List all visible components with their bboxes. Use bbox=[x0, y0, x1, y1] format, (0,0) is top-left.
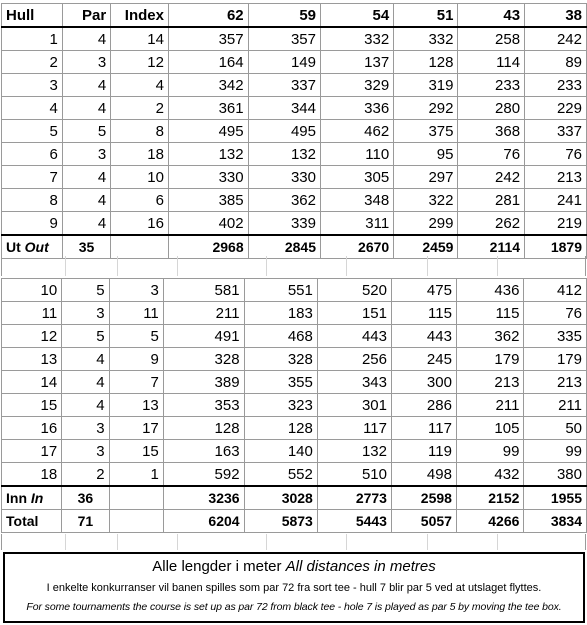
hole-number: 5 bbox=[2, 120, 63, 143]
hole-distance: 297 bbox=[394, 166, 458, 189]
hole-distance: 436 bbox=[456, 279, 523, 302]
hole-distance: 219 bbox=[525, 212, 587, 236]
hole-distance: 412 bbox=[524, 279, 587, 302]
hole-index: 6 bbox=[111, 189, 169, 212]
hole-distance: 183 bbox=[244, 302, 317, 325]
total-row-index-empty bbox=[109, 510, 163, 533]
hole-distance: 128 bbox=[163, 417, 244, 440]
hole-distance: 520 bbox=[317, 279, 391, 302]
hole-number: 14 bbox=[2, 371, 62, 394]
hole-distance: 132 bbox=[317, 440, 391, 463]
hole-distance: 510 bbox=[317, 463, 391, 487]
hole-row bbox=[2, 371, 587, 394]
hole-distance: 328 bbox=[244, 348, 317, 371]
hole-number: 3 bbox=[2, 74, 63, 97]
in-row-label bbox=[2, 486, 62, 510]
hole-index: 14 bbox=[111, 27, 169, 51]
hole-row bbox=[2, 27, 587, 51]
hole-row bbox=[2, 97, 587, 120]
hole-distance: 389 bbox=[163, 371, 244, 394]
hole-distance: 305 bbox=[321, 166, 394, 189]
hole-index: 1 bbox=[109, 463, 163, 487]
distance-notes-box bbox=[3, 552, 585, 623]
hole-distance: 128 bbox=[244, 417, 317, 440]
hole-distance: 299 bbox=[394, 212, 458, 236]
hole-distance: 332 bbox=[394, 27, 458, 51]
hole-distance: 498 bbox=[391, 463, 456, 487]
hole-number: 10 bbox=[2, 279, 62, 302]
hole-distance: 95 bbox=[394, 143, 458, 166]
hole-par: 4 bbox=[62, 97, 110, 120]
hole-distance: 332 bbox=[321, 27, 394, 51]
hole-row bbox=[2, 189, 587, 212]
hole-distance: 114 bbox=[458, 51, 525, 74]
hole-distance: 281 bbox=[458, 189, 525, 212]
hole-distance: 329 bbox=[321, 74, 394, 97]
hole-distance: 179 bbox=[524, 348, 587, 371]
hole-distance: 443 bbox=[391, 325, 456, 348]
hole-distance: 137 bbox=[321, 51, 394, 74]
hole-distance: 286 bbox=[391, 394, 456, 417]
units-note bbox=[5, 558, 583, 578]
hole-par: 4 bbox=[62, 371, 109, 394]
hole-row bbox=[2, 279, 587, 302]
hole-par: 3 bbox=[62, 417, 109, 440]
hole-row bbox=[2, 166, 587, 189]
hole-distance: 262 bbox=[458, 212, 525, 236]
hole-row bbox=[2, 74, 587, 97]
total-row-distance: 5057 bbox=[391, 510, 456, 533]
hole-distance: 233 bbox=[525, 74, 587, 97]
hole-distance: 342 bbox=[168, 74, 248, 97]
hole-number: 11 bbox=[2, 302, 62, 325]
front-nine-table bbox=[1, 3, 587, 259]
hole-number: 2 bbox=[2, 51, 63, 74]
hole-distance: 552 bbox=[244, 463, 317, 487]
hole-distance: 330 bbox=[248, 166, 320, 189]
hole-distance: 50 bbox=[524, 417, 587, 440]
hole-par: 5 bbox=[62, 120, 110, 143]
hole-row bbox=[2, 302, 587, 325]
hole-distance: 581 bbox=[163, 279, 244, 302]
hole-distance: 211 bbox=[456, 394, 523, 417]
hole-distance: 117 bbox=[391, 417, 456, 440]
hole-distance: 432 bbox=[456, 463, 523, 487]
out-row-distance: 1879 bbox=[525, 235, 587, 259]
hole-distance: 115 bbox=[391, 302, 456, 325]
hole-number: 17 bbox=[2, 440, 62, 463]
hole-index: 15 bbox=[109, 440, 163, 463]
out-row-distance: 2670 bbox=[321, 235, 394, 259]
out-row-distance: 2968 bbox=[168, 235, 248, 259]
hole-distance: 491 bbox=[163, 325, 244, 348]
units-note-english: All distances in metres bbox=[285, 558, 436, 575]
in-row-distance: 3236 bbox=[163, 486, 244, 510]
total-row-par: 71 bbox=[62, 510, 109, 533]
hole-distance: 128 bbox=[394, 51, 458, 74]
out-row bbox=[2, 235, 587, 259]
hole-distance: 213 bbox=[456, 371, 523, 394]
hole-distance: 402 bbox=[168, 212, 248, 236]
hole-distance: 241 bbox=[525, 189, 587, 212]
hole-distance: 592 bbox=[163, 463, 244, 487]
hole-distance: 357 bbox=[248, 27, 320, 51]
out-row-distance: 2459 bbox=[394, 235, 458, 259]
in-row-distance: 2773 bbox=[317, 486, 391, 510]
header-par: Par bbox=[62, 4, 110, 28]
in-row-distance: 1955 bbox=[524, 486, 587, 510]
hole-distance: 292 bbox=[394, 97, 458, 120]
in-row-index-empty bbox=[109, 486, 163, 510]
hole-distance: 336 bbox=[321, 97, 394, 120]
hole-distance: 76 bbox=[524, 302, 587, 325]
header-index: Index bbox=[111, 4, 169, 28]
hole-par: 2 bbox=[62, 463, 109, 487]
hole-distance: 337 bbox=[525, 120, 587, 143]
hole-number: 6 bbox=[2, 143, 63, 166]
hole-number: 7 bbox=[2, 166, 63, 189]
spacer-row bbox=[1, 534, 586, 550]
total-row-distance: 6204 bbox=[163, 510, 244, 533]
hole-number: 16 bbox=[2, 417, 62, 440]
hole-distance: 344 bbox=[248, 97, 320, 120]
hole-distance: 337 bbox=[248, 74, 320, 97]
total-row-label bbox=[2, 510, 62, 533]
total-row-distance: 3834 bbox=[524, 510, 587, 533]
hole-number: 9 bbox=[2, 212, 63, 236]
hole-index: 4 bbox=[111, 74, 169, 97]
hole-distance: 110 bbox=[321, 143, 394, 166]
hole-par: 4 bbox=[62, 189, 110, 212]
hole-distance: 99 bbox=[524, 440, 587, 463]
hole-distance: 76 bbox=[458, 143, 525, 166]
hole-number: 4 bbox=[2, 97, 63, 120]
hole-index: 18 bbox=[111, 143, 169, 166]
spacer-row bbox=[1, 256, 586, 276]
hole-distance: 213 bbox=[524, 371, 587, 394]
hole-distance: 343 bbox=[317, 371, 391, 394]
hole-number: 18 bbox=[2, 463, 62, 487]
hole-distance: 163 bbox=[163, 440, 244, 463]
hole-distance: 132 bbox=[168, 143, 248, 166]
hole-row bbox=[2, 440, 587, 463]
total-row-label-text: Total bbox=[6, 512, 39, 529]
hole-par: 3 bbox=[62, 51, 110, 74]
hole-index: 11 bbox=[109, 302, 163, 325]
hole-distance: 151 bbox=[317, 302, 391, 325]
hole-distance: 362 bbox=[456, 325, 523, 348]
hole-distance: 229 bbox=[525, 97, 587, 120]
total-row bbox=[2, 510, 587, 533]
in-row bbox=[2, 486, 587, 510]
hole-distance: 361 bbox=[168, 97, 248, 120]
in-row-label-text: Inn bbox=[6, 489, 27, 506]
back-nine-table bbox=[1, 278, 587, 533]
hole-number: 8 bbox=[2, 189, 63, 212]
hole-distance: 164 bbox=[168, 51, 248, 74]
header-tee: 43 bbox=[458, 4, 525, 28]
out-row-distance: 2114 bbox=[458, 235, 525, 259]
hole-distance: 328 bbox=[163, 348, 244, 371]
header-tee: 38 bbox=[525, 4, 587, 28]
hole-index: 7 bbox=[109, 371, 163, 394]
out-row-label bbox=[2, 235, 63, 259]
hole-distance: 149 bbox=[248, 51, 320, 74]
hole-number: 1 bbox=[2, 27, 63, 51]
hole-index: 3 bbox=[109, 279, 163, 302]
hole-distance: 339 bbox=[248, 212, 320, 236]
hole-index: 9 bbox=[109, 348, 163, 371]
hole-distance: 213 bbox=[525, 166, 587, 189]
hole-distance: 357 bbox=[168, 27, 248, 51]
hole-number: 12 bbox=[2, 325, 62, 348]
hole-distance: 385 bbox=[168, 189, 248, 212]
hole-distance: 311 bbox=[321, 212, 394, 236]
hole-distance: 211 bbox=[524, 394, 587, 417]
tournament-note-english: For some tournaments the course is set up as par 72 from black tee - hole 7 is played as par 5 by moving the tee box. bbox=[26, 601, 562, 613]
in-row-label-english: In bbox=[30, 489, 44, 506]
hole-par: 4 bbox=[62, 394, 109, 417]
hole-distance: 140 bbox=[244, 440, 317, 463]
hole-par: 3 bbox=[62, 302, 109, 325]
hole-distance: 211 bbox=[163, 302, 244, 325]
hole-row bbox=[2, 143, 587, 166]
hole-par: 5 bbox=[62, 279, 109, 302]
hole-distance: 89 bbox=[525, 51, 587, 74]
hole-distance: 256 bbox=[317, 348, 391, 371]
out-row-label-english: Out bbox=[24, 238, 49, 255]
hole-par: 5 bbox=[62, 325, 109, 348]
hole-distance: 468 bbox=[244, 325, 317, 348]
out-row-index-empty bbox=[111, 235, 169, 259]
hole-distance: 233 bbox=[458, 74, 525, 97]
hole-distance: 353 bbox=[163, 394, 244, 417]
hole-distance: 245 bbox=[391, 348, 456, 371]
hole-distance: 335 bbox=[524, 325, 587, 348]
hole-index: 16 bbox=[111, 212, 169, 236]
hole-distance: 242 bbox=[525, 27, 587, 51]
hole-distance: 242 bbox=[458, 166, 525, 189]
hole-par: 3 bbox=[62, 440, 109, 463]
header-hole: Hull bbox=[2, 4, 63, 28]
out-row-par: 35 bbox=[62, 235, 110, 259]
hole-distance: 495 bbox=[248, 120, 320, 143]
header-tee: 59 bbox=[248, 4, 320, 28]
hole-distance: 475 bbox=[391, 279, 456, 302]
hole-distance: 179 bbox=[456, 348, 523, 371]
hole-par: 4 bbox=[62, 212, 110, 236]
hole-distance: 117 bbox=[317, 417, 391, 440]
hole-row bbox=[2, 325, 587, 348]
in-row-distance: 2598 bbox=[391, 486, 456, 510]
hole-index: 13 bbox=[109, 394, 163, 417]
hole-distance: 99 bbox=[456, 440, 523, 463]
hole-row bbox=[2, 51, 587, 74]
hole-par: 4 bbox=[62, 27, 110, 51]
hole-distance: 348 bbox=[321, 189, 394, 212]
total-row-distance: 5873 bbox=[244, 510, 317, 533]
hole-distance: 355 bbox=[244, 371, 317, 394]
hole-row bbox=[2, 463, 587, 487]
hole-par: 4 bbox=[62, 74, 110, 97]
hole-distance: 132 bbox=[248, 143, 320, 166]
hole-row bbox=[2, 394, 587, 417]
hole-par: 4 bbox=[62, 348, 109, 371]
in-row-distance: 2152 bbox=[456, 486, 523, 510]
hole-distance: 115 bbox=[456, 302, 523, 325]
hole-index: 2 bbox=[111, 97, 169, 120]
hole-distance: 495 bbox=[168, 120, 248, 143]
hole-distance: 330 bbox=[168, 166, 248, 189]
hole-distance: 319 bbox=[394, 74, 458, 97]
hole-distance: 380 bbox=[524, 463, 587, 487]
header-row bbox=[2, 4, 587, 28]
tournament-note-norwegian: I enkelte konkurranser vil banen spilles som par 72 fra sort tee - hull 7 blir par 5 ved at utslaget flyttes. bbox=[46, 582, 542, 594]
in-row-distance: 3028 bbox=[244, 486, 317, 510]
hole-distance: 300 bbox=[391, 371, 456, 394]
hole-row bbox=[2, 120, 587, 143]
in-row-par: 36 bbox=[62, 486, 109, 510]
hole-distance: 375 bbox=[394, 120, 458, 143]
hole-row bbox=[2, 212, 587, 236]
hole-index: 10 bbox=[111, 166, 169, 189]
hole-par: 4 bbox=[62, 166, 110, 189]
hole-par: 3 bbox=[62, 143, 110, 166]
hole-index: 12 bbox=[111, 51, 169, 74]
hole-index: 5 bbox=[109, 325, 163, 348]
header-tee: 62 bbox=[168, 4, 248, 28]
hole-number: 15 bbox=[2, 394, 62, 417]
total-row-distance: 5443 bbox=[317, 510, 391, 533]
hole-distance: 362 bbox=[248, 189, 320, 212]
hole-distance: 443 bbox=[317, 325, 391, 348]
hole-row bbox=[2, 348, 587, 371]
hole-distance: 258 bbox=[458, 27, 525, 51]
hole-distance: 280 bbox=[458, 97, 525, 120]
hole-distance: 105 bbox=[456, 417, 523, 440]
out-row-distance: 2845 bbox=[248, 235, 320, 259]
header-tee: 51 bbox=[394, 4, 458, 28]
hole-distance: 76 bbox=[525, 143, 587, 166]
hole-distance: 368 bbox=[458, 120, 525, 143]
hole-distance: 462 bbox=[321, 120, 394, 143]
hole-distance: 301 bbox=[317, 394, 391, 417]
hole-index: 17 bbox=[109, 417, 163, 440]
out-row-label-text: Ut bbox=[6, 238, 21, 255]
hole-index: 8 bbox=[111, 120, 169, 143]
units-note-norwegian: Alle lengder i meter bbox=[152, 558, 282, 575]
hole-row bbox=[2, 417, 587, 440]
header-tee: 54 bbox=[321, 4, 394, 28]
total-row-distance: 4266 bbox=[456, 510, 523, 533]
hole-distance: 322 bbox=[394, 189, 458, 212]
hole-number: 13 bbox=[2, 348, 62, 371]
hole-distance: 119 bbox=[391, 440, 456, 463]
hole-distance: 551 bbox=[244, 279, 317, 302]
hole-distance: 323 bbox=[244, 394, 317, 417]
